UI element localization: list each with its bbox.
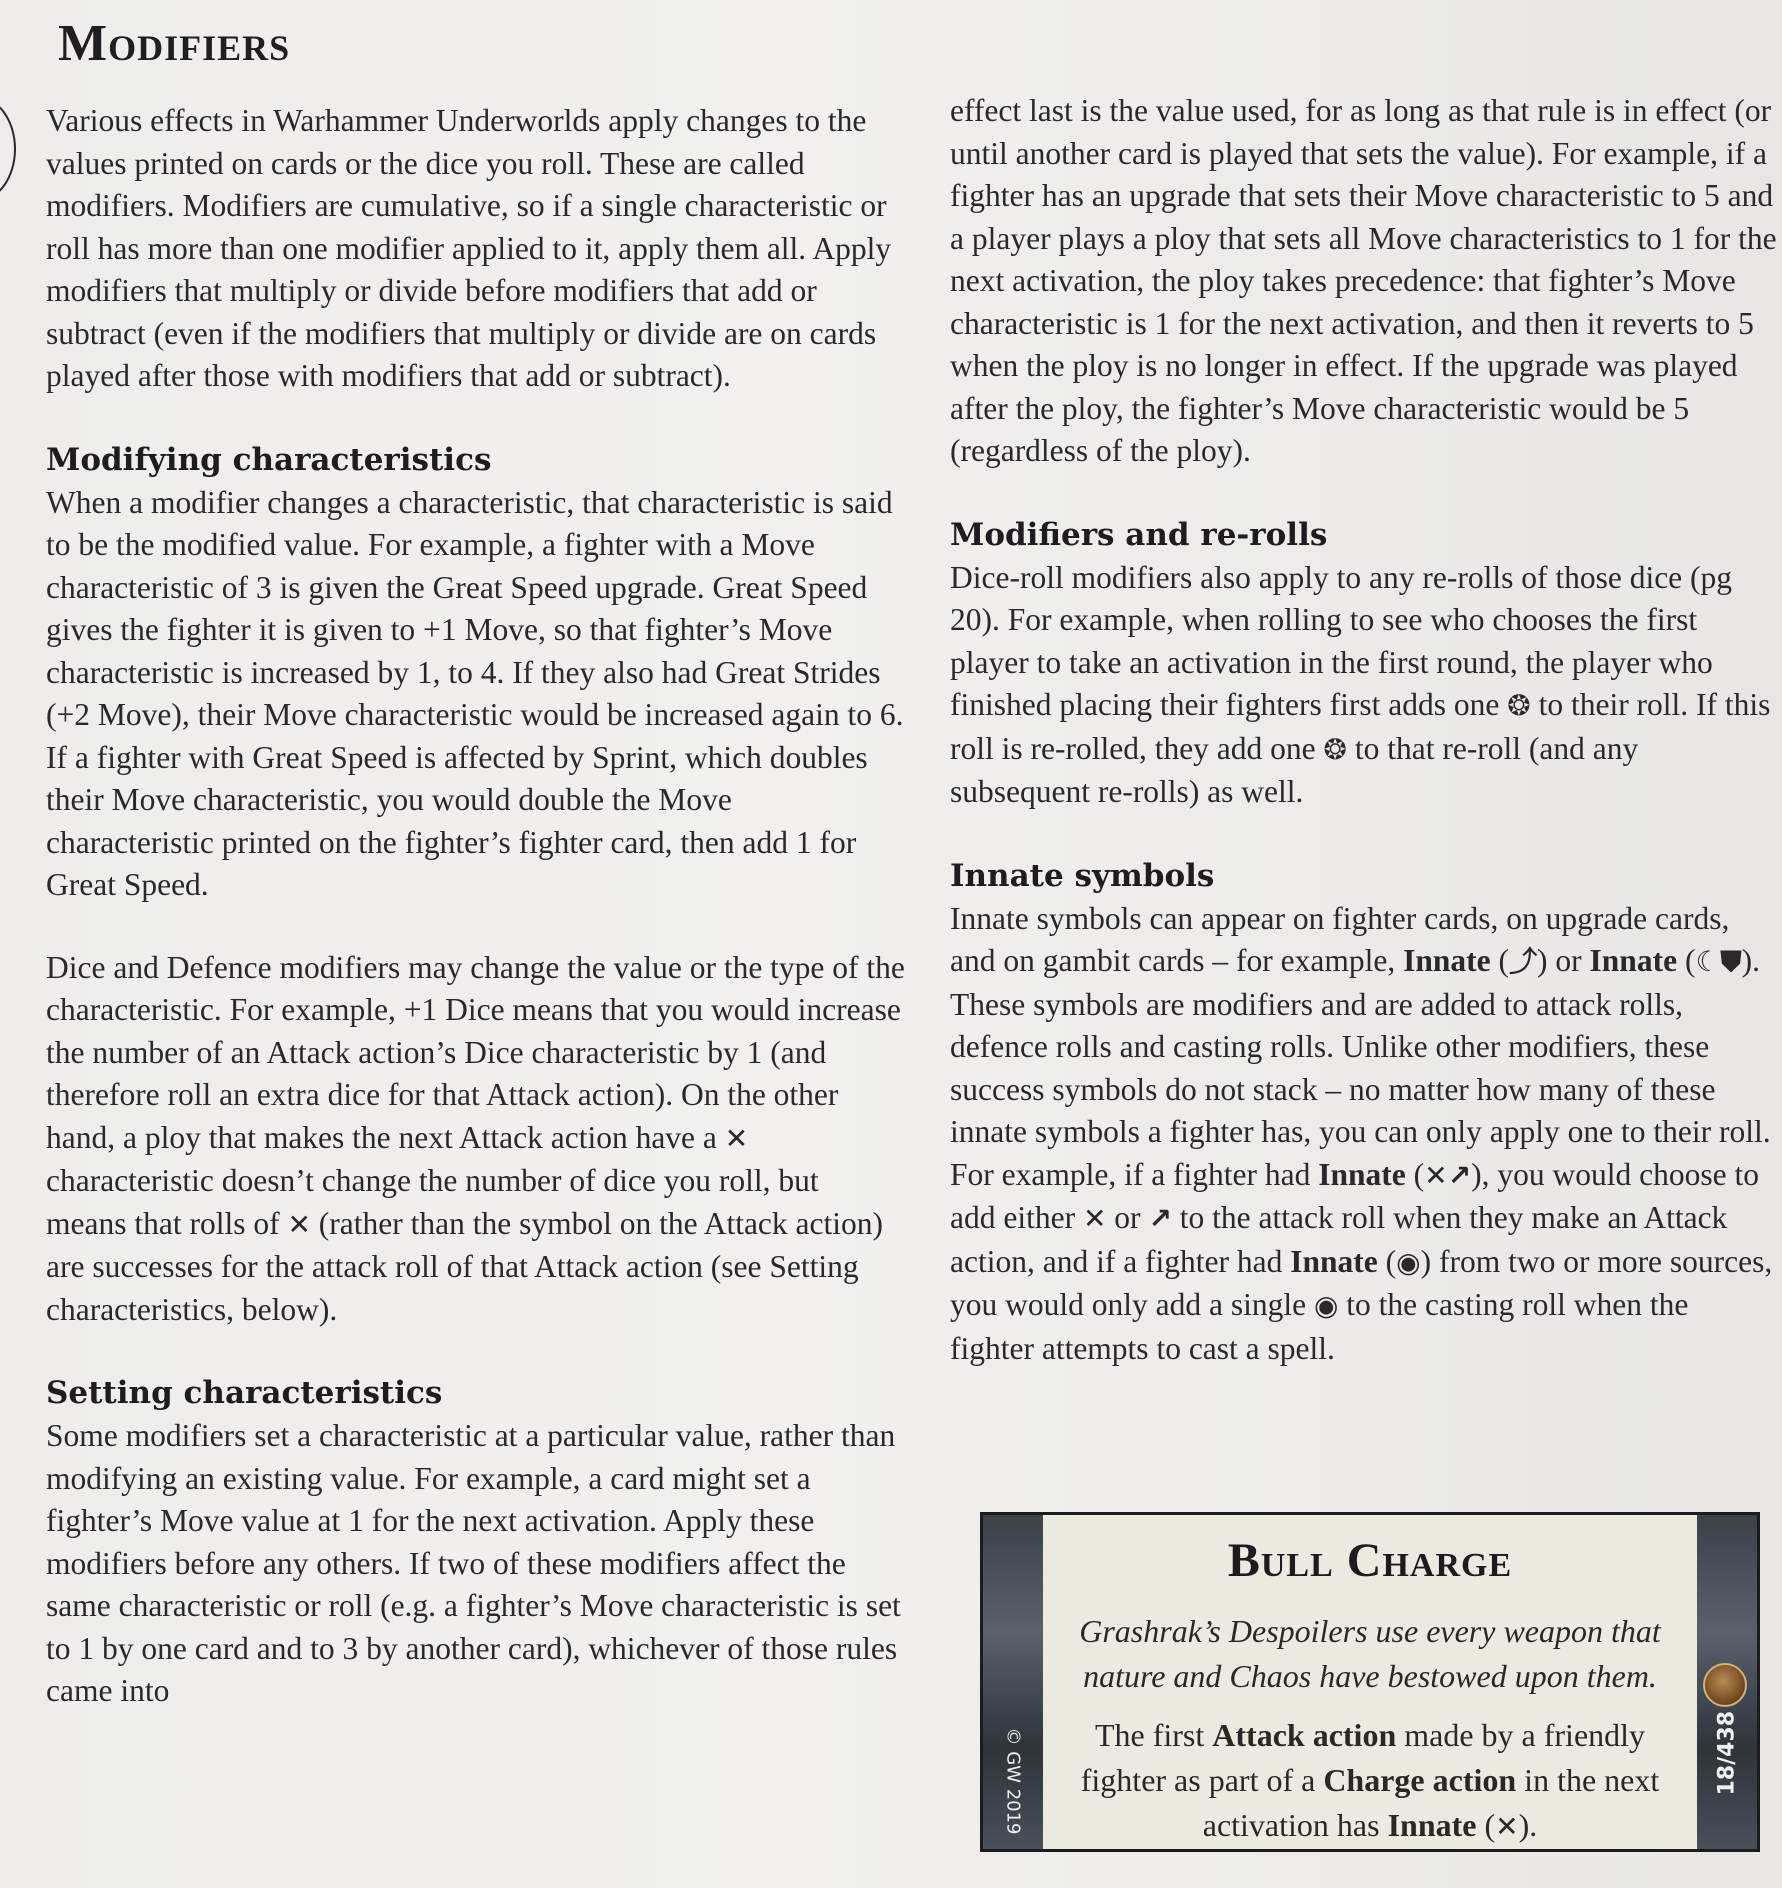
innate-keyword: Innate (1290, 1243, 1378, 1279)
focus-icon: ◉ (1313, 1289, 1339, 1322)
hammer-icon: ✕ (1082, 1202, 1107, 1235)
modifiers-rerolls-heading: Modifiers and re-rolls (950, 516, 1328, 553)
card-right-band (1697, 1515, 1757, 1849)
modifying-characteristics-heading: Modifying characteristics (46, 441, 492, 478)
page-title: Modifiers (58, 15, 291, 72)
setting-characteristics-heading: Setting characteristics (46, 1375, 443, 1411)
modifying-characteristics-body: When a modifier changes a characteristic, that characteristic is said to be the modified value. For example, a fighter with a Move characteristic of 3 is given the Great Speed upgrade. Great Speed gives the fighter it is given to +1 Move, so that fighter’s Move characteristic is increased by 1, to 4. If they also had Great Strides (+2 Move), their Move characteristic would be increased again to 6. If a fighter with Great Speed is affected by Sprint, which doubles their Move characteristic, you would double the Move characteristic printed on the fighter’s fighter card, then add 1 for Great Speed. (46, 484, 904, 902)
innate-text-8: to the casting roll when the fighter attempts to cast a spell. (950, 1287, 1689, 1366)
card-innate-keyword: Innate (1387, 1807, 1477, 1843)
modifiers-rerolls-body (950, 557, 1780, 814)
innate-symbols-body: Innate symbols can appear on fighter cards, on upgrade cards, and on gambit cards – for example, Innate (⤴) or Innate (☾⛊). These symbols are modifiers and are added to attack rolls, defence rolls and casting rolls. Unlike other modifiers, these success symbols do not stack – no matter how many of these innate symbols a fighter has, you can only apply one to their roll. For example, if a fighter had Innate (✕↗), you would choose to add either ✕ or ↗ to the attack roll when they make an Attack action, and if a fighter had Innate (◉) from two or more sources, you would only add a single ◉ to the casting roll when the fighter attempts to cast a spell. (950, 900, 1773, 1366)
innate-keyword: Innate (1403, 943, 1491, 978)
fury-icon: ⤴ (1509, 945, 1538, 978)
innate-text-3: . These symbols are modifiers and are added to attack rolls, defence rolls and casting rolls. Unlike other modifiers, these success symbols do not stack – no matter how many of these innate symbols a fighter has, you can only apply one to their roll. For example, if a fighter had (950, 943, 1771, 1192)
innate-text-1: Innate symbols can appear on fighter cards, on upgrade cards, and on gambit cards – for example, (950, 900, 1730, 978)
dice-defence-text-2: characteristic doesn’t change the number of dice you roll, but means that rolls of (46, 1163, 819, 1241)
critical-icon: ❂ (1323, 732, 1347, 766)
critical-icon: ❂ (1507, 689, 1531, 722)
faction-emblem-icon (1703, 1663, 1747, 1707)
rerolls-text-3: to that re-roll (and any subsequent re-rolls) as well. (950, 730, 1639, 809)
intro-paragraph: Various effects in Warhammer Underworlds apply changes to the values printed on cards or the dice you roll. These are called modifiers. Modifiers are cumulative, so if a single characteristic or roll has more than one modifier applied to it, apply them all. Apply modifiers that multiply or divide before modifiers that add or subtract (even if the modifiers that multiply or divide are on cards played after those with modifiers that add or subtract). (46, 103, 892, 393)
continued-paragraph: effect last is the value used, for as long as that rule is in effect (or until another card is played that sets the value). For example, if a fighter has an upgrade that sets their Move characteristic to 5 and a player plays a ploy that sets all Move characteristics to 1 for the next activation, the ploy takes precedence: that fighter’s Move characteristic is 1 for the next activation, and then it reverts to 5 when the ploy is no longer in effect. If the upgrade was played after the ploy, the fighter’s Move characteristic would be 5 (regardless of the ploy). (950, 93, 1777, 468)
sword-icon: ↗ (1447, 1158, 1472, 1192)
card-number: 18/438 (1714, 1710, 1740, 1796)
hammer-icon: ✕ (1424, 1158, 1448, 1192)
innate-keyword: Innate (1589, 943, 1678, 978)
card-charge-action: Charge action (1323, 1762, 1517, 1798)
focus-icon: ◉ (1396, 1245, 1421, 1279)
right-column (950, 90, 1780, 1410)
hammer-icon: ✕ (724, 1121, 749, 1155)
hammer-icon: ✕ (287, 1207, 311, 1241)
rerolls-text-2: to their roll. If this roll is re-rolled, they add one (950, 687, 1771, 766)
dice-defence-text-3: (rather than the symbol on the Attack action) are successes for the attack roll of that Attack action (see Setting characteristics, below). (46, 1205, 883, 1327)
innate-text-2: or (1555, 943, 1582, 978)
hammer-icon: ✕ (1495, 1810, 1519, 1843)
card-rules-3: in the next activation has (1202, 1762, 1660, 1843)
card-copyright: © GW 2019 (1002, 1727, 1024, 1835)
card-flavour-text: Grashrak’s Despoilers use every weapon that nature and Chaos have bestowed upon them. (1079, 1613, 1661, 1694)
dice-defence-text-1: Dice and Defence modifiers may change the value or the type of the characteristic. For example, +1 Dice means that you would increase the number of an Attack action’s Dice characteristic by 1 (and therefore roll an extra dice for that Attack action). On the other hand, a ploy that makes the next Attack action have a (46, 949, 905, 1155)
card-rules-text: The first Attack action made by a friendly fighter as part of a Charge action in the next activation has Innate (✕). (1080, 1717, 1660, 1843)
left-column (46, 100, 906, 1753)
innate-text-5: or (1114, 1200, 1141, 1235)
innate-text-6: to the attack roll when they make an Attack action, and if a fighter had (950, 1200, 1728, 1279)
innate-symbols-heading: Innate symbols (950, 857, 1215, 894)
innate-text-7: from two or more sources, you would only add a single (950, 1243, 1773, 1322)
rerolls-text-1: Dice-roll modifiers also apply to any re-rolls of those dice (pg 20). For example, when rolling to see who chooses the first player to take an activation in the first round, the player who finished placing their fighters first adds one (950, 559, 1733, 722)
dice-defence-paragraph (46, 947, 906, 1332)
shield-icon: ⛊ (1720, 945, 1742, 978)
card-title: Bull Charge (1227, 1534, 1513, 1587)
card-rules-2: made by a friendly fighter as part of a (1080, 1717, 1646, 1798)
bull-charge-card (980, 1512, 1760, 1852)
innate-keyword: Innate (1318, 1156, 1406, 1192)
card-attack-action: Attack action (1212, 1717, 1397, 1753)
card-left-band (983, 1515, 1043, 1849)
card-rules-1: The first (1094, 1717, 1205, 1753)
innate-text-4: , you would choose to add either (950, 1156, 1759, 1235)
setting-characteristics-body: Some modifiers set a characteristic at a particular value, rather than modifying an existing value. For example, a card might set a fighter’s Move value at 1 for the next activation. Apply these modifiers before any others. If two of these modifiers affect the same characteristic or roll (e.g. a fighter’s Move characteristic is set to 1 by one card and to 3 by another card), whichever of those rules came into (46, 1418, 901, 1708)
dodge-icon: ☾ (1695, 945, 1721, 978)
sword-icon: ↗ (1148, 1202, 1172, 1235)
